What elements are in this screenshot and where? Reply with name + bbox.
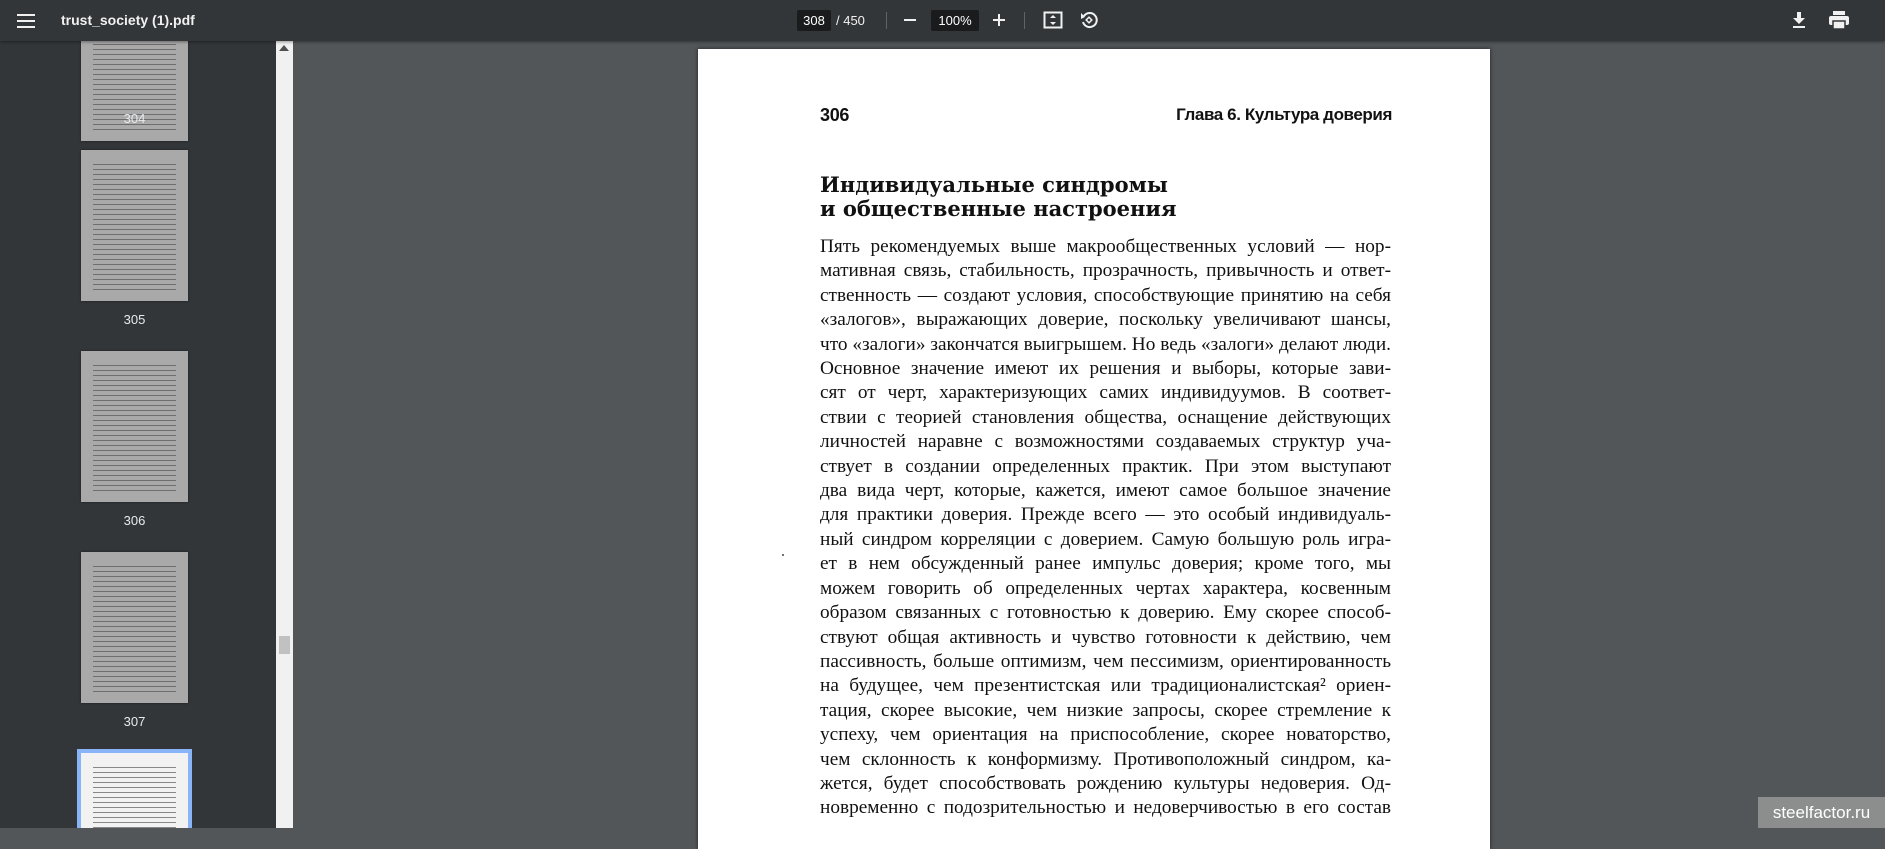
thumbnail-text-line [93,84,176,85]
thumbnail-text-line [93,676,176,677]
thumbnail-text-line [93,279,176,280]
thumbnail-text-line [93,44,176,45]
scroll-up-arrow-icon[interactable] [279,45,289,51]
text-line: тация, скорее высокие, чем низкие запросы, скорее стремление к [820,699,1391,721]
thumbnail-text-line [93,817,176,818]
document-title: trust_society (1).pdf [61,12,195,28]
heading-line: Индивидуальные синдромы [820,172,1168,197]
download-icon [1792,12,1806,28]
thumbnail-text-line [93,184,176,185]
thumbnail-text-line [93,651,176,652]
thumbnail-sidebar [0,41,276,828]
text-line: личностей наравне с возможностями создаваемых структур уча- [820,431,1391,453]
text-line: ствует в создании определенных практик. При этом выступают [820,455,1391,477]
thumbnail-text-line [93,129,176,130]
download-button[interactable] [1787,9,1811,31]
thumbnail-text-line [93,581,176,582]
watermark: steelfactor.ru [1758,797,1885,828]
thumbnail-text-line [93,380,176,381]
thumbnail-text-line [93,777,176,778]
thumbnail-text-line [93,475,176,476]
page-number: 306 [820,105,850,125]
thumbnail-text-line [93,656,176,657]
thumbnail-text-line [93,69,176,70]
thumbnail-text-line [93,616,176,617]
thumbnail-text-line [93,631,176,632]
thumbnail-text-line [93,490,176,491]
print-button[interactable] [1826,9,1852,31]
zoom-out-button[interactable] [899,9,921,31]
thumbnail-text-line [93,239,176,240]
thumbnail-label: 307 [123,714,146,729]
toolbar-divider [1024,12,1025,29]
page-speck [782,554,784,556]
thumbnail-text-line [93,249,176,250]
thumbnail-text-line [93,284,176,285]
page-thumbnail-305[interactable] [81,150,188,301]
running-head: Глава 6. Культура доверия [1176,105,1392,124]
thumbnail-text-line [93,289,176,290]
thumbnail-text-line [93,174,176,175]
thumbnail-text-line [93,576,176,577]
body-text [820,235,1391,821]
text-line: «залогов», выражающих доверие, поскольку увеличивают шансы, [820,309,1391,331]
thumbnail-text-line [93,425,176,426]
text-line: образом связанных с готовностью к доверию. Ему скорее способ- [820,602,1391,624]
thumbnail-text-line [93,601,176,602]
thumbnail-text-line [93,591,176,592]
text-line: Основное значение имеют их решения и выборы, которые зави- [820,358,1391,380]
scrollbar-thumb[interactable] [279,636,290,654]
thumbnail-text-line [93,99,176,100]
thumbnail-text-line [93,219,176,220]
text-line: ет в нем обсужденный ранее импульс доверия; кроме того, мы [820,553,1391,575]
zoom-in-button[interactable] [988,9,1010,31]
thumbnail-text-line [93,440,176,441]
thumbnail-text-line [93,596,176,597]
thumbnail-text-line [93,104,176,105]
thumbnail-text-line [93,460,176,461]
thumbnail-text-line [93,420,176,421]
thumbnail-text-line [93,797,176,798]
text-line: можем говорить об определенных чертах характера, косвенным [820,577,1391,599]
thumbnail-text-line [93,465,176,466]
thumbnail-text-line [93,405,176,406]
page-thumbnail-308-active[interactable] [81,753,188,828]
thumbnail-text-line [93,89,176,90]
thumbnail-text-line [93,626,176,627]
thumbnail-label: 304 [123,111,146,126]
thumbnail-text-line [93,229,176,230]
thumbnail-text-line [93,767,176,768]
thumbnail-text-line [93,792,176,793]
text-line: Пять рекомендуемых выше макрообщественных условий — нор- [820,236,1391,257]
thumbnail-text-line [93,646,176,647]
thumbnail-text-line [93,641,176,642]
minus-icon [903,13,917,27]
thumbnail-label: 305 [123,312,146,327]
rotate-icon [1080,11,1098,29]
thumbnail-text-line [93,410,176,411]
thumbnail-text-line [93,370,176,371]
page-thumbnail-307[interactable] [81,552,188,703]
thumbnail-text-line [93,54,176,55]
thumbnail-text-line [93,264,176,265]
thumbnail-text-line [93,214,176,215]
thumbnail-text-line [93,455,176,456]
thumbnail-text-line [93,109,176,110]
heading-line: и общественные настроения [820,196,1177,221]
thumbnail-text-line [93,169,176,170]
thumbnail-text-line [93,209,176,210]
fit-page-icon [1043,11,1063,29]
thumbnail-text-line [93,485,176,486]
thumbnail-text-line [93,681,176,682]
thumbnail-text-line [93,571,176,572]
thumbnail-text-line [93,636,176,637]
thumbnail-text-line [93,450,176,451]
thumbnail-text-line [93,375,176,376]
thumbnail-text-line [93,772,176,773]
thumbnail-text-line [93,94,176,95]
text-line: мативная связь, стабильность, прозрачность, привычность и ответ- [820,260,1391,282]
page-thumbnail-306[interactable] [81,351,188,502]
thumbnail-text-line [93,244,176,245]
text-line: пассивность, больше оптимизм, чем пессимизм, ориентированность [820,650,1391,672]
thumbnail-text-line [93,79,176,80]
thumbnail-text-line [93,269,176,270]
thumbnail-text-line [93,782,176,783]
thumbnail-text-line [93,199,176,200]
text-line: новременно с подозрительностью и недоверчивостью в его состав [820,797,1391,819]
thumbnail-text-line [93,194,176,195]
thumbnail-text-line [93,189,176,190]
thumbnail-text-line [93,164,176,165]
thumbnail-text-line [93,671,176,672]
toolbar-divider [886,12,887,29]
page-total: / 450 [836,13,865,28]
print-icon [1829,11,1849,29]
thumbnail-text-line [93,365,176,366]
text-line: успеху, чем ориентация на приспособление, скорее новаторство, [820,724,1391,746]
thumbnail-text-line [93,822,176,823]
sidebar-scrollbar[interactable] [276,41,293,828]
thumbnail-text-line [93,224,176,225]
rotate-button[interactable] [1077,9,1101,31]
thumbnail-text-line [93,59,176,60]
thumbnail-text-line [93,621,176,622]
thumbnail-text-line [93,74,176,75]
text-line: ствии с теорией становления общества, оснащение действующих [820,406,1391,428]
thumbnail-text-line [93,49,176,50]
thumbnail-text-line [93,204,176,205]
text-line: два вида черт, которые, кажется, имеют самое большое значение [820,480,1391,502]
thumbnail-text-line [93,666,176,667]
thumbnail-text-line [93,691,176,692]
thumbnail-text-line [93,234,176,235]
text-line: жется, будет способствовать рождению культуры недоверия. Од- [820,772,1391,794]
plus-icon [992,13,1006,27]
thumbnail-text-line [93,400,176,401]
thumbnail-text-line [93,802,176,803]
text-line: сят от черт, характеризующих самих индивидуумов. В соответ- [820,382,1391,404]
zoom-input[interactable]: 100% [931,10,979,31]
pdf-page [698,49,1490,849]
text-line: ствуют общая активность и чувство готовности к действию, чем [820,626,1391,648]
text-line: на будущее, чем презентистская или традиционалистская² ориен- [820,675,1391,697]
thumbnail-text-line [93,390,176,391]
thumbnail-text-line [93,435,176,436]
thumbnail-text-line [93,415,176,416]
thumbnail-text-line [93,661,176,662]
thumbnail-text-line [93,179,176,180]
fit-page-button[interactable] [1041,9,1065,31]
thumbnail-text-line [93,254,176,255]
thumbnail-text-line [93,812,176,813]
thumbnail-text-line [93,395,176,396]
thumbnail-label: 306 [123,513,146,528]
text-line: ственность — создают условия, способствующие принятию на себя [820,284,1391,306]
pdf-toolbar [0,0,1885,41]
section-heading [820,173,1380,221]
text-line: чем склонность к конформизму. Противоположный синдром, ка- [820,748,1391,770]
thumbnail-text-line [93,606,176,607]
thumbnail-text-line [93,787,176,788]
text-line: что «залоги» закончатся выигрышем. Но ведь «залоги» делают люди. [820,333,1391,355]
thumbnail-text-line [93,445,176,446]
text-line: ный синдром корреляции с доверием. Самую большую роль игра- [820,528,1391,550]
thumbnail-text-line [93,385,176,386]
thumbnail-text-line [93,566,176,567]
thumbnail-text-line [93,807,176,808]
thumbnail-text-line [93,480,176,481]
thumbnail-text-line [93,64,176,65]
thumbnail-text-line [93,259,176,260]
thumbnail-text-line [93,274,176,275]
page-number-input[interactable]: 308 [797,10,831,31]
menu-icon[interactable] [10,6,42,36]
thumbnail-text-line [93,686,176,687]
page-thumbnail-304[interactable] [81,41,188,141]
thumbnail-text-line [93,470,176,471]
thumbnail-text-line [93,586,176,587]
thumbnail-text-line [93,611,176,612]
thumbnail-text-line [93,430,176,431]
text-line: для практики доверия. Прежде всего — это особый индивидуаль- [820,504,1391,526]
